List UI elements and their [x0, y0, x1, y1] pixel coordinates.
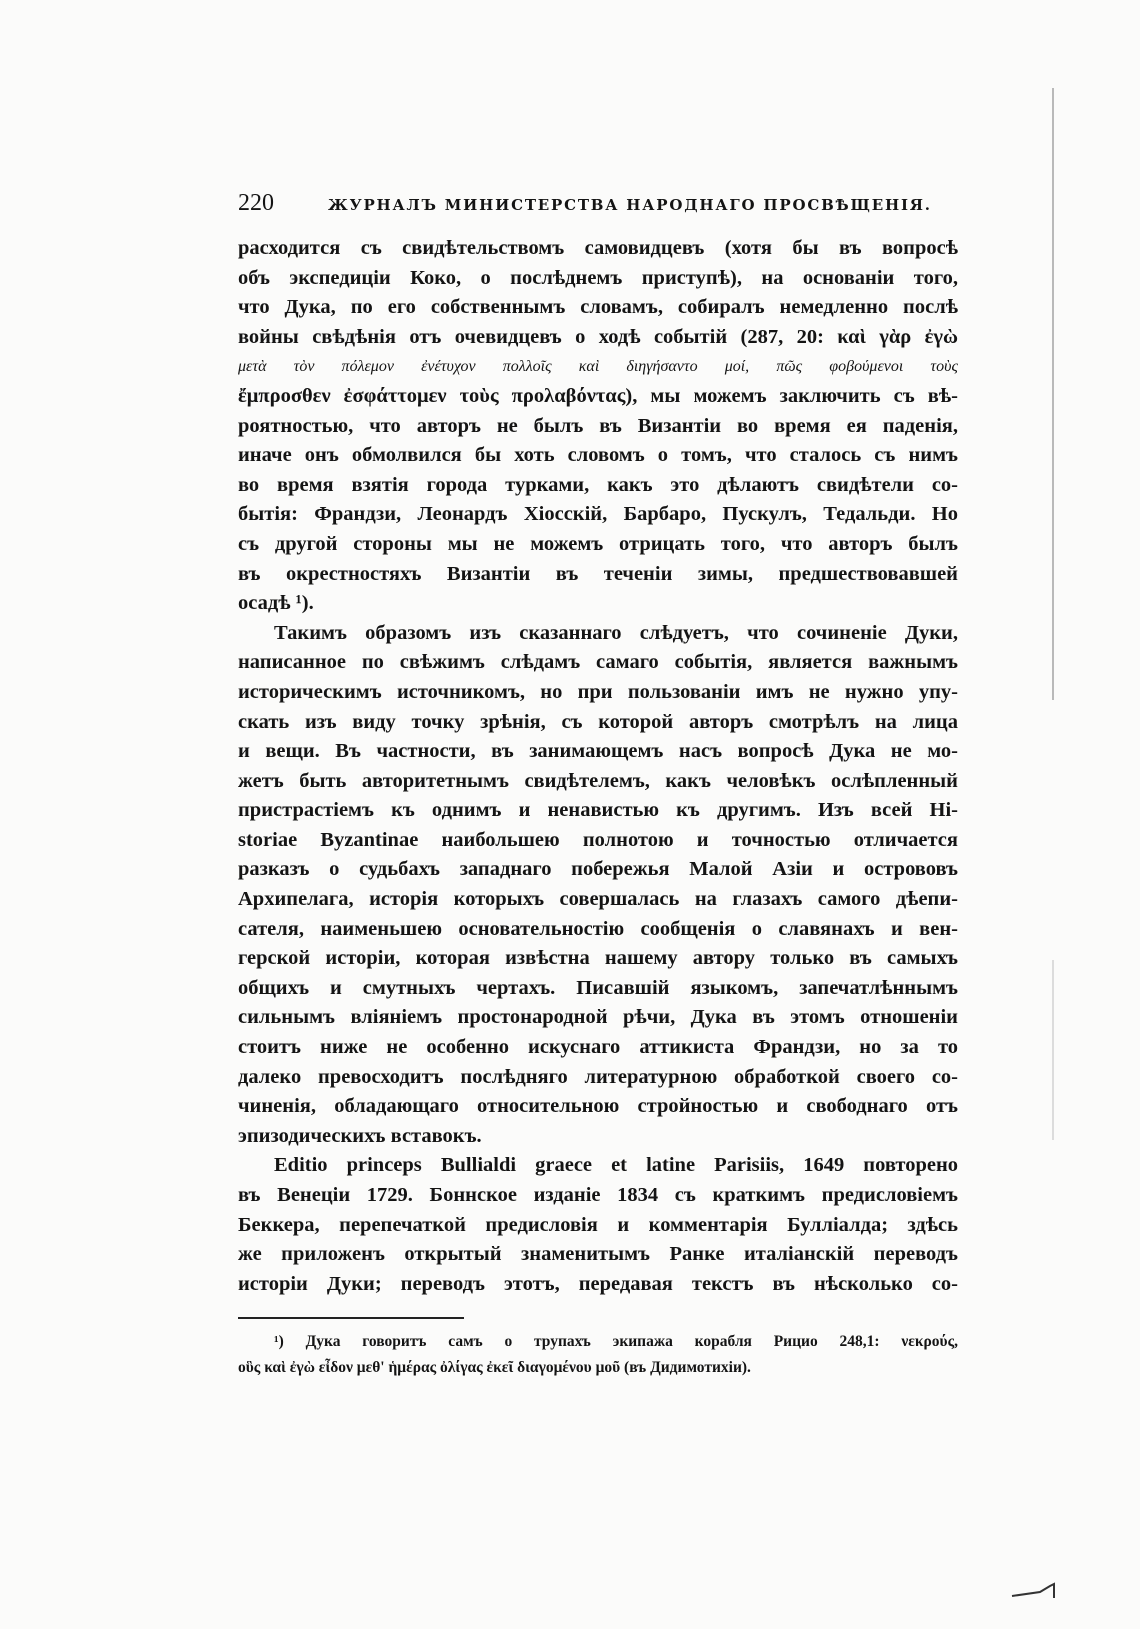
text-line: далеко превосходитъ послѣдняго литературною обработкой своего со-: [238, 1065, 958, 1088]
text-line: чиненія, обладающаго относительною стройностью и свободнаго отъ: [238, 1095, 958, 1118]
text-line: общихъ и смутныхъ чертахъ. Писавшій языкомъ, запечатлѣннымъ: [238, 976, 958, 999]
page-number: 220: [238, 190, 274, 216]
text-line: Editio princeps Bullialdi graece et latine Parisiis, 1649 повторено: [274, 1154, 958, 1177]
text-line: эпизодическихъ вставокъ.: [238, 1124, 482, 1147]
text-line: Такимъ образомъ изъ сказаннаго слѣдуетъ, что сочиненіе Дуки,: [274, 621, 958, 644]
scan-corner-mark: [1010, 1580, 1058, 1600]
text-line: сателя, наименьшею основательностію сообщенія о славянахъ и вен-: [238, 917, 958, 940]
text-line: бытія: Франдзи, Леонардъ Хіосскій, Барбаро, Пускулъ, Тедальди. Но: [238, 503, 958, 526]
text-line: герской исторіи, которая извѣстна нашему автору только въ самыхъ: [238, 947, 958, 970]
text-line: историческимъ источникомъ, но при пользованіи имъ не нужно упу-: [238, 680, 958, 703]
text-line: осадѣ ¹).: [238, 592, 314, 615]
text-line: иначе онъ обмолвился бы хоть словомъ о томъ, что сталось съ нимъ: [238, 444, 958, 467]
text-line: ἔμπροσθεν ἐσφάττομεν τοὺς προλαβόντας), мы можемъ заключить съ вѣ-: [238, 384, 958, 407]
text-line: storiae Byzantinae наибольшею полнотою и точностью отличается: [238, 828, 958, 851]
footnote-line: ¹) Дука говоритъ самъ о трупахъ экипажа корабля Рицио 248,1: νεκρούς,: [274, 1333, 958, 1351]
footnote-line: οὓς καὶ ἐγὼ εἶδον μεθ' ἡμέρας ὀλίγας ἐκεῖ διαγομένου μοῦ (въ Дидимотихіи).: [238, 1359, 751, 1377]
paragraph-3: [238, 1151, 958, 1299]
paragraph-2: [238, 619, 958, 1152]
paragraph-1: [238, 234, 958, 619]
text-line: пристрастіемъ къ однимъ и ненавистью къ другимъ. Изъ всей Hi-: [238, 799, 958, 822]
text-line: объ экспедиціи Коко, о послѣднемъ приступѣ), на основаніи того,: [238, 266, 958, 289]
text-line: Архипелага, исторія которыхъ совершалась на глазахъ самого дѣепи-: [238, 888, 958, 911]
text-line: въ Венеціи 1729. Боннское изданіе 1834 съ краткимъ предисловіемъ: [238, 1184, 958, 1206]
scan-margin-line: [1052, 88, 1054, 700]
text-line: въ окрестностяхъ Византіи въ теченіи зимы, предшествовавшей: [238, 562, 958, 585]
text-line: стоитъ ниже не особенно искуснаго аттикиста Франдзи, но за то: [238, 1036, 958, 1059]
book-page: [238, 190, 958, 1381]
running-head: [238, 190, 958, 234]
footnote: [238, 1329, 958, 1381]
text-line: жетъ быть авторитетнымъ свидѣтелемъ, какъ человѣкъ ослѣпленный: [238, 769, 958, 792]
journal-title: ЖУРНАЛЪ МИНИСТЕРСТВА НАРОДНАГО ПРОСВѢЩЕНІЯ.: [328, 196, 932, 214]
text-line: и вещи. Въ частности, въ занимающемъ насъ вопросѣ Дука не мо-: [238, 740, 958, 763]
body-text: [238, 234, 958, 1299]
text-line: войны свѣдѣнія отъ очевидцевъ о ходѣ событій (287, 20: καὶ γὰρ ἐγὼ: [238, 325, 958, 348]
text-line: съ другой стороны мы не можемъ отрицать того, что авторъ былъ: [238, 532, 958, 555]
text-line: расходится съ свидѣтельствомъ самовидцевъ (хотя бы въ вопросѣ: [238, 237, 958, 259]
scan-margin-line-lower: [1052, 960, 1054, 1140]
footnote-rule: [238, 1317, 464, 1319]
text-line: что Дука, по его собственнымъ словамъ, собиралъ немедленно послѣ: [238, 296, 958, 319]
greek-text-line: μετὰ τὸν πόλεμον ἐνέτυχον πολλοῖς καὶ διηγήσαντο μοί, πῶς φοβούμενοι τοὺς: [238, 358, 958, 376]
text-line: скать изъ виду точку зрѣнія, съ которой авторъ смотрѣлъ на лица: [238, 710, 958, 733]
text-line: Беккера, перепечаткой предисловія и комментарія Булліалда; здѣсь: [238, 1213, 958, 1236]
text-line: разказъ о судьбахъ западнаго побережья Малой Азіи и острововъ: [238, 858, 958, 881]
text-line: во время взятія города турками, какъ это дѣлаютъ свидѣтели со-: [238, 473, 958, 496]
text-line: сильнымъ вліяніемъ простонародной рѣчи, Дука въ этомъ отношеніи: [238, 1006, 958, 1029]
text-line: исторіи Дуки; переводъ этотъ, передавая текстъ въ нѣсколько со-: [238, 1272, 958, 1295]
text-line: роятностью, что авторъ не былъ въ Византіи во время ея паденія,: [238, 414, 958, 437]
text-line: написанное по свѣжимъ слѣдамъ самаго событія, является важнымъ: [238, 651, 958, 674]
text-line: же приложенъ открытый знаменитымъ Ранке италіанскій переводъ: [238, 1243, 958, 1266]
